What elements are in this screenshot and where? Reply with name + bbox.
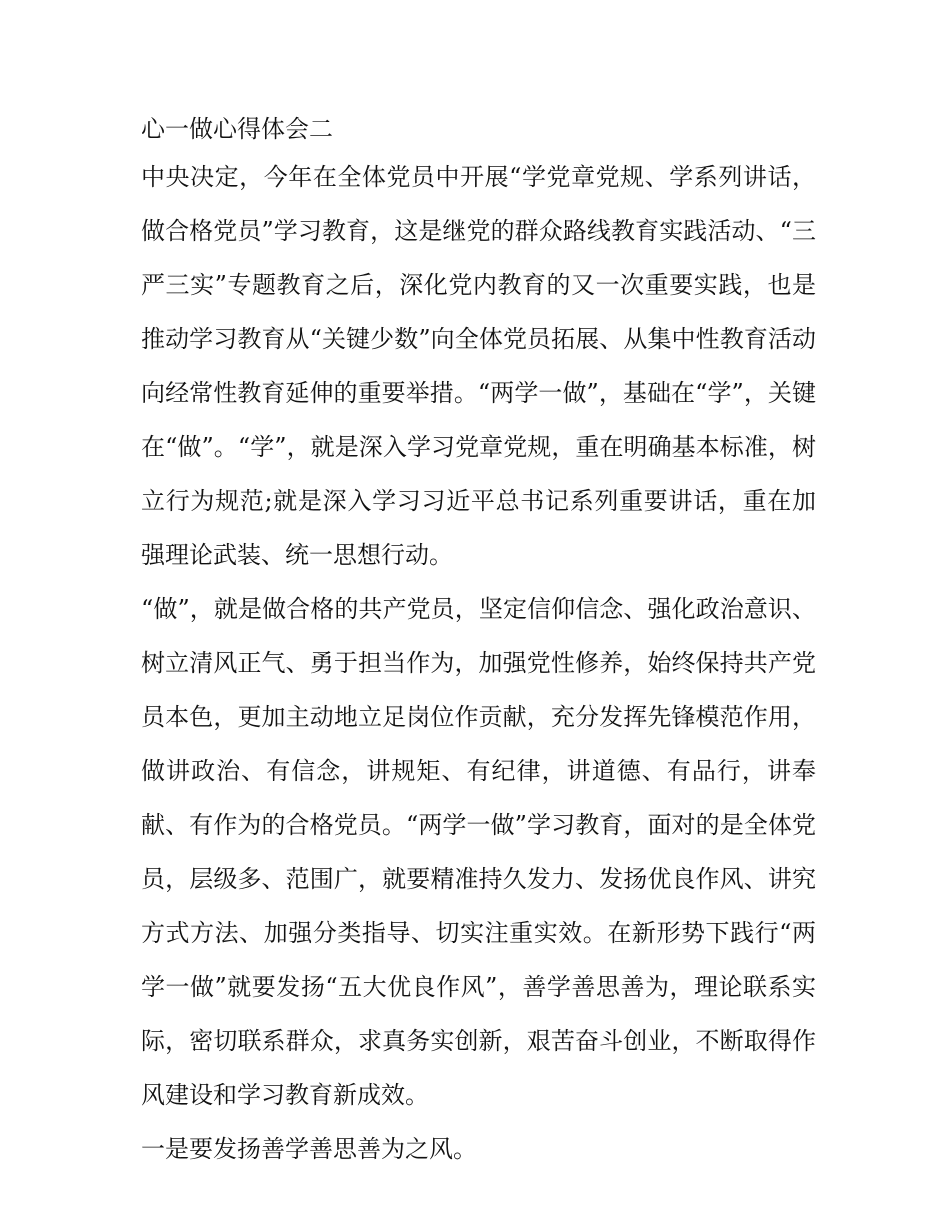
- document-title: 心一做心得体会二: [141, 115, 333, 143]
- paragraph-do-qualified-member: “做”，就是做合格的共产党员，坚定信仰信念、强化政治意识、树立清风正气、勇于担当作为，加强党性修养，始终保持共产党员本色，更加主动地立足岗位作贡献，充分发挥先锋模范作用，做讲政治、有信念，讲规矩、有纪律，讲道德、有品行，讲奉献、有作为的合格党员。“两学一做”学习教育，面对的是全体党员，层级多、范围广，就要精准持久发力、发扬优良作风、讲究方式方法、加强分类指导、切实注重实效。在新形势下践行“两学一做”就要发扬“五大优良作风”，善学善思善为，理论联系实际，密切联系群众，求真务实创新，艰苦奋斗创业，不断取得作风建设和学习教育新成效。: [141, 595, 816, 1109]
- paragraph-study-education: 中央决定，今年在全体党员中开展“学党章党规、学系列讲话，做合格党员”学习教育，这是继党的群众路线教育实践活动、“三严三实”专题教育之后，深化党内教育的又一次重要实践，也是推动学习教育从“关键少数”向全体党员拓展、从集中性教育活动向经常性教育延伸的重要举措。“两学一做”，基础在“学”，关键在“做”。“学”，就是深入学习党章党规，重在明确基本标准，树立行为规范;就是深入学习习近平总书记系列重要讲话，重在加强理论武装、统一思想行动。: [141, 163, 816, 569]
- document-body: [141, 108, 816, 1170]
- paragraph-first-point: 一是要发扬善学善思善为之风。: [141, 1135, 477, 1163]
